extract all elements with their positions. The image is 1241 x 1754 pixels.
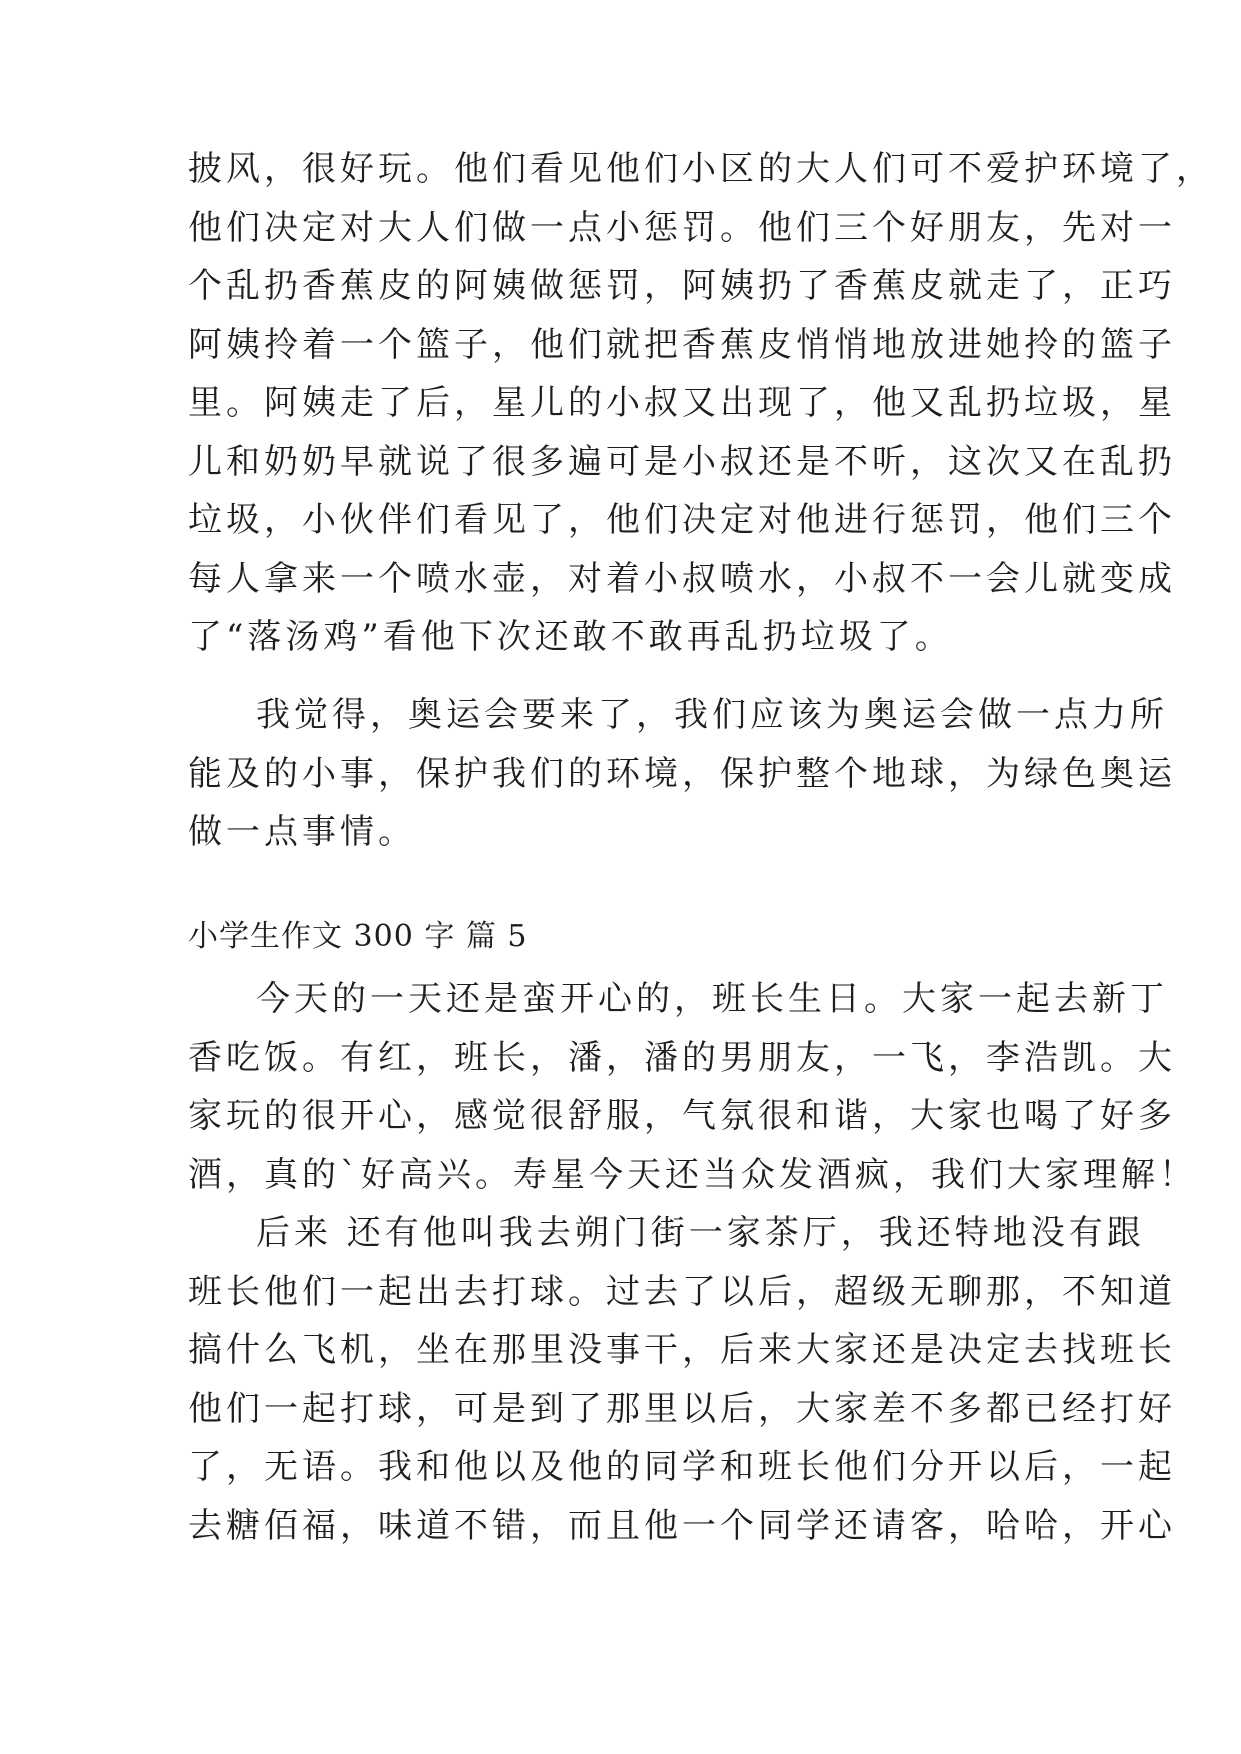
text-line: 能及的小事，保护我们的环境，保护整个地球，为绿色奥运 <box>188 753 1176 794</box>
text-line: 每人拿来一个喷水壶，对着小叔喷水，小叔不一会儿就变成 <box>188 558 1176 599</box>
essay5-paragraph-1 <box>188 970 1197 1204</box>
text-line: 他们决定对大人们做一点小惩罚。他们三个好朋友，先对一 <box>188 207 1176 248</box>
text-line: 班长他们一起出去打球。过去了以后，超级无聊那，不知道 <box>188 1271 1176 1312</box>
text-line: 酒，真的`好高兴。寿星今天还当众发酒疯，我们大家理解！ <box>188 1154 1197 1195</box>
text-line: 了“落汤鸡”看他下次还敢不敢再乱扔垃圾了。 <box>188 617 953 657</box>
text-line: 披风，很好玩。他们看见他们小区的大人们可不爱护环境了， <box>188 149 1214 189</box>
conclusion-paragraph <box>188 686 1176 862</box>
text-line: 他们一起打球，可是到了那里以后，大家差不多都已经打好 <box>188 1388 1176 1429</box>
continued-paragraph <box>188 140 1214 667</box>
text-line: 个乱扔香蕉皮的阿姨做惩罚，阿姨扔了香蕉皮就走了，正巧 <box>188 266 1176 306</box>
text-line: 做一点事情。 <box>188 812 416 852</box>
text-line: 去糖佰福，味道不错，而且他一个同学还请客，哈哈，开心 <box>188 1505 1176 1546</box>
section-heading-block <box>188 908 1068 966</box>
text-line: 后来 还有他叫我去朔门街一家茶厅，我还特地没有跟 <box>256 1213 1145 1253</box>
text-line: 香吃饭。有红，班长，潘，潘的男朋友，一飞，李浩凯。大 <box>188 1037 1176 1078</box>
text-line: 阿姨拎着一个篮子，他们就把香蕉皮悄悄地放进她拎的篮子 <box>188 324 1176 365</box>
essay5-paragraph-2 <box>188 1204 1176 1555</box>
text-line: 里。阿姨走了后，星儿的小叔又出现了，他又乱扔垃圾，星 <box>188 383 1176 423</box>
text-line: 搞什么飞机，坐在那里没事干，后来大家还是决定去找班长 <box>188 1330 1176 1370</box>
text-line: 家玩的很开心，感觉很舒服，气氛很和谐，大家也喝了好多 <box>188 1096 1176 1136</box>
section-heading: 小学生作文 300 字 篇 5 <box>188 919 528 954</box>
text-line: 垃圾，小伙伴们看见了，他们决定对他进行惩罚，他们三个 <box>188 500 1176 540</box>
text-line: 了，无语。我和他以及他的同学和班长他们分开以后，一起 <box>188 1447 1176 1487</box>
text-line: 我觉得，奥运会要来了，我们应该为奥运会做一点力所 <box>256 695 1168 735</box>
text-line: 今天的一天还是蛮开心的，班长生日。大家一起去新丁 <box>256 979 1168 1019</box>
text-line: 儿和奶奶早就说了很多遍可是小叔还是不听，这次又在乱扔 <box>188 441 1176 482</box>
